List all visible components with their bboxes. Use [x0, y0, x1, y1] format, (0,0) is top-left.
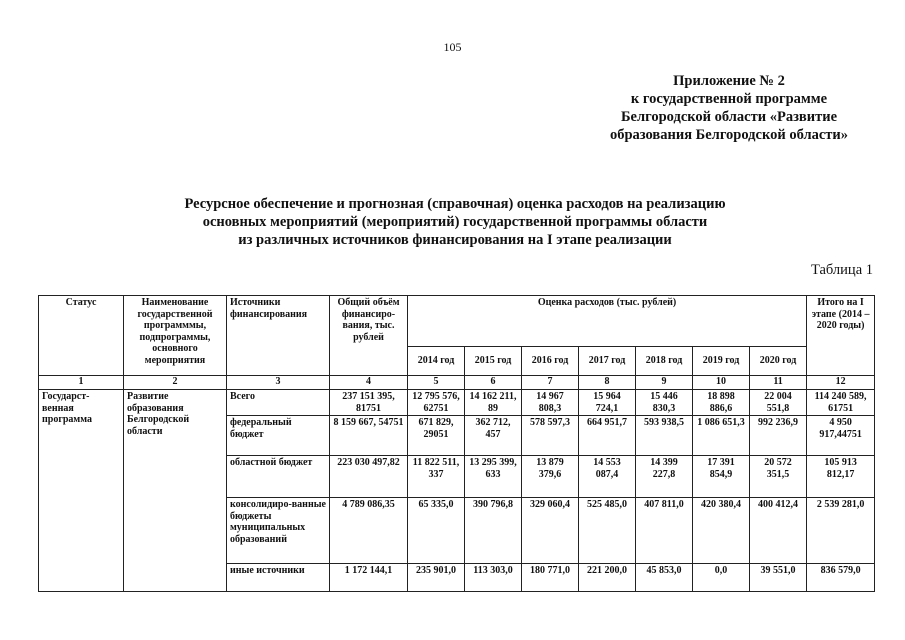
year-cell: 22 004 551,8	[750, 390, 807, 416]
source-label: консолидиро-ванные бюджеты муниципальных образований	[227, 498, 330, 564]
year-cell: 15 964 724,1	[579, 390, 636, 416]
year-cell: 18 898 886,6	[693, 390, 750, 416]
year-cell: 664 951,7	[579, 416, 636, 456]
year-cell: 362 712, 457	[465, 416, 522, 456]
year-cell: 992 236,9	[750, 416, 807, 456]
header-year: 2016 год	[522, 347, 579, 376]
header-stage-total: Итого на I этапе (2014 – 2020 годы)	[807, 296, 875, 376]
column-number: 3	[227, 376, 330, 390]
resource-table	[38, 295, 875, 592]
appendix-line: Приложение № 2	[673, 73, 785, 89]
year-cell: 420 380,4	[693, 498, 750, 564]
source-label: федеральный бюджет	[227, 416, 330, 456]
year-cell: 578 597,3	[522, 416, 579, 456]
program-status: Государст-венная программа	[39, 390, 124, 592]
year-cell: 235 901,0	[408, 564, 465, 592]
year-cell: 593 938,5	[636, 416, 693, 456]
appendix-line: к государственной программе	[630, 91, 828, 107]
column-number: 11	[750, 376, 807, 390]
year-cell: 14 553 087,4	[579, 456, 636, 498]
program-name: Развитие образования Белгородской области	[124, 390, 227, 592]
year-cell: 45 853,0	[636, 564, 693, 592]
total-cell: 4 789 086,35	[330, 498, 408, 564]
year-cell: 329 060,4	[522, 498, 579, 564]
header-year: 2020 год	[750, 347, 807, 376]
header-year: 2014 год	[408, 347, 465, 376]
year-cell: 17 391 854,9	[693, 456, 750, 498]
table-row	[39, 390, 875, 416]
appendix-heading	[560, 72, 898, 144]
title-line: основных мероприятий (мероприятий) государственной программы области	[202, 214, 708, 230]
year-cell: 11 822 511, 337	[408, 456, 465, 498]
document-title	[90, 195, 820, 249]
title-line: из различных источников финансирования на I этапе реализации	[238, 232, 672, 248]
year-cell: 14 399 227,8	[636, 456, 693, 498]
source-label: областной бюджет	[227, 456, 330, 498]
year-cell: 390 796,8	[465, 498, 522, 564]
column-number: 7	[522, 376, 579, 390]
column-number: 9	[636, 376, 693, 390]
header-year: 2018 год	[636, 347, 693, 376]
year-cell: 39 551,0	[750, 564, 807, 592]
page-number: 105	[443, 40, 462, 54]
stage-total-cell: 2 539 281,0	[807, 498, 875, 564]
year-cell: 12 795 576, 62751	[408, 390, 465, 416]
year-cell: 113 303,0	[465, 564, 522, 592]
year-cell: 180 771,0	[522, 564, 579, 592]
year-cell: 525 485,0	[579, 498, 636, 564]
column-number: 5	[408, 376, 465, 390]
source-label: Всего	[227, 390, 330, 416]
column-number: 12	[807, 376, 875, 390]
year-cell: 221 200,0	[579, 564, 636, 592]
stage-total-cell: 4 950 917,44751	[807, 416, 875, 456]
appendix-line: Белгородской области «Развитие	[620, 109, 838, 125]
header-status: Статус	[39, 296, 124, 376]
year-cell: 15 446 830,3	[636, 390, 693, 416]
column-number: 4	[330, 376, 408, 390]
total-cell: 223 030 497,82	[330, 456, 408, 498]
header-sources: Источники финансирования	[227, 296, 330, 376]
column-number: 2	[124, 376, 227, 390]
stage-total-cell: 114 240 589, 61751	[807, 390, 875, 416]
column-number: 8	[579, 376, 636, 390]
year-cell: 671 829, 29051	[408, 416, 465, 456]
stage-total-cell: 836 579,0	[807, 564, 875, 592]
year-cell: 13 295 399, 633	[465, 456, 522, 498]
header-total: Общий объём финансиро-вания, тыс. рублей	[330, 296, 408, 376]
year-cell: 1 086 651,3	[693, 416, 750, 456]
total-cell: 237 151 395, 81751	[330, 390, 408, 416]
header-year: 2017 год	[579, 347, 636, 376]
header-name: Наименование государственной программмы, подпрограммы, основного мероприятия	[124, 296, 227, 376]
total-cell: 1 172 144,1	[330, 564, 408, 592]
year-cell: 65 335,0	[408, 498, 465, 564]
title-line: Ресурсное обеспечение и прогнозная (справочная) оценка расходов на реализацию	[184, 196, 726, 212]
total-cell: 8 159 667, 54751	[330, 416, 408, 456]
source-label: иные источники	[227, 564, 330, 592]
column-number: 10	[693, 376, 750, 390]
stage-total-cell: 105 913 812,17	[807, 456, 875, 498]
column-number: 6	[465, 376, 522, 390]
header-year: 2019 год	[693, 347, 750, 376]
header-year: 2015 год	[465, 347, 522, 376]
year-cell: 13 879 379,6	[522, 456, 579, 498]
appendix-line: образования Белгородской области»	[609, 127, 849, 143]
year-cell: 20 572 351,5	[750, 456, 807, 498]
table-label: Таблица 1	[810, 262, 873, 278]
year-cell: 14 967 808,3	[522, 390, 579, 416]
year-cell: 407 811,0	[636, 498, 693, 564]
year-cell: 400 412,4	[750, 498, 807, 564]
year-cell: 14 162 211, 89	[465, 390, 522, 416]
column-number: 1	[39, 376, 124, 390]
year-cell: 0,0	[693, 564, 750, 592]
header-estimate: Оценка расходов (тыс. рублей)	[408, 296, 807, 347]
